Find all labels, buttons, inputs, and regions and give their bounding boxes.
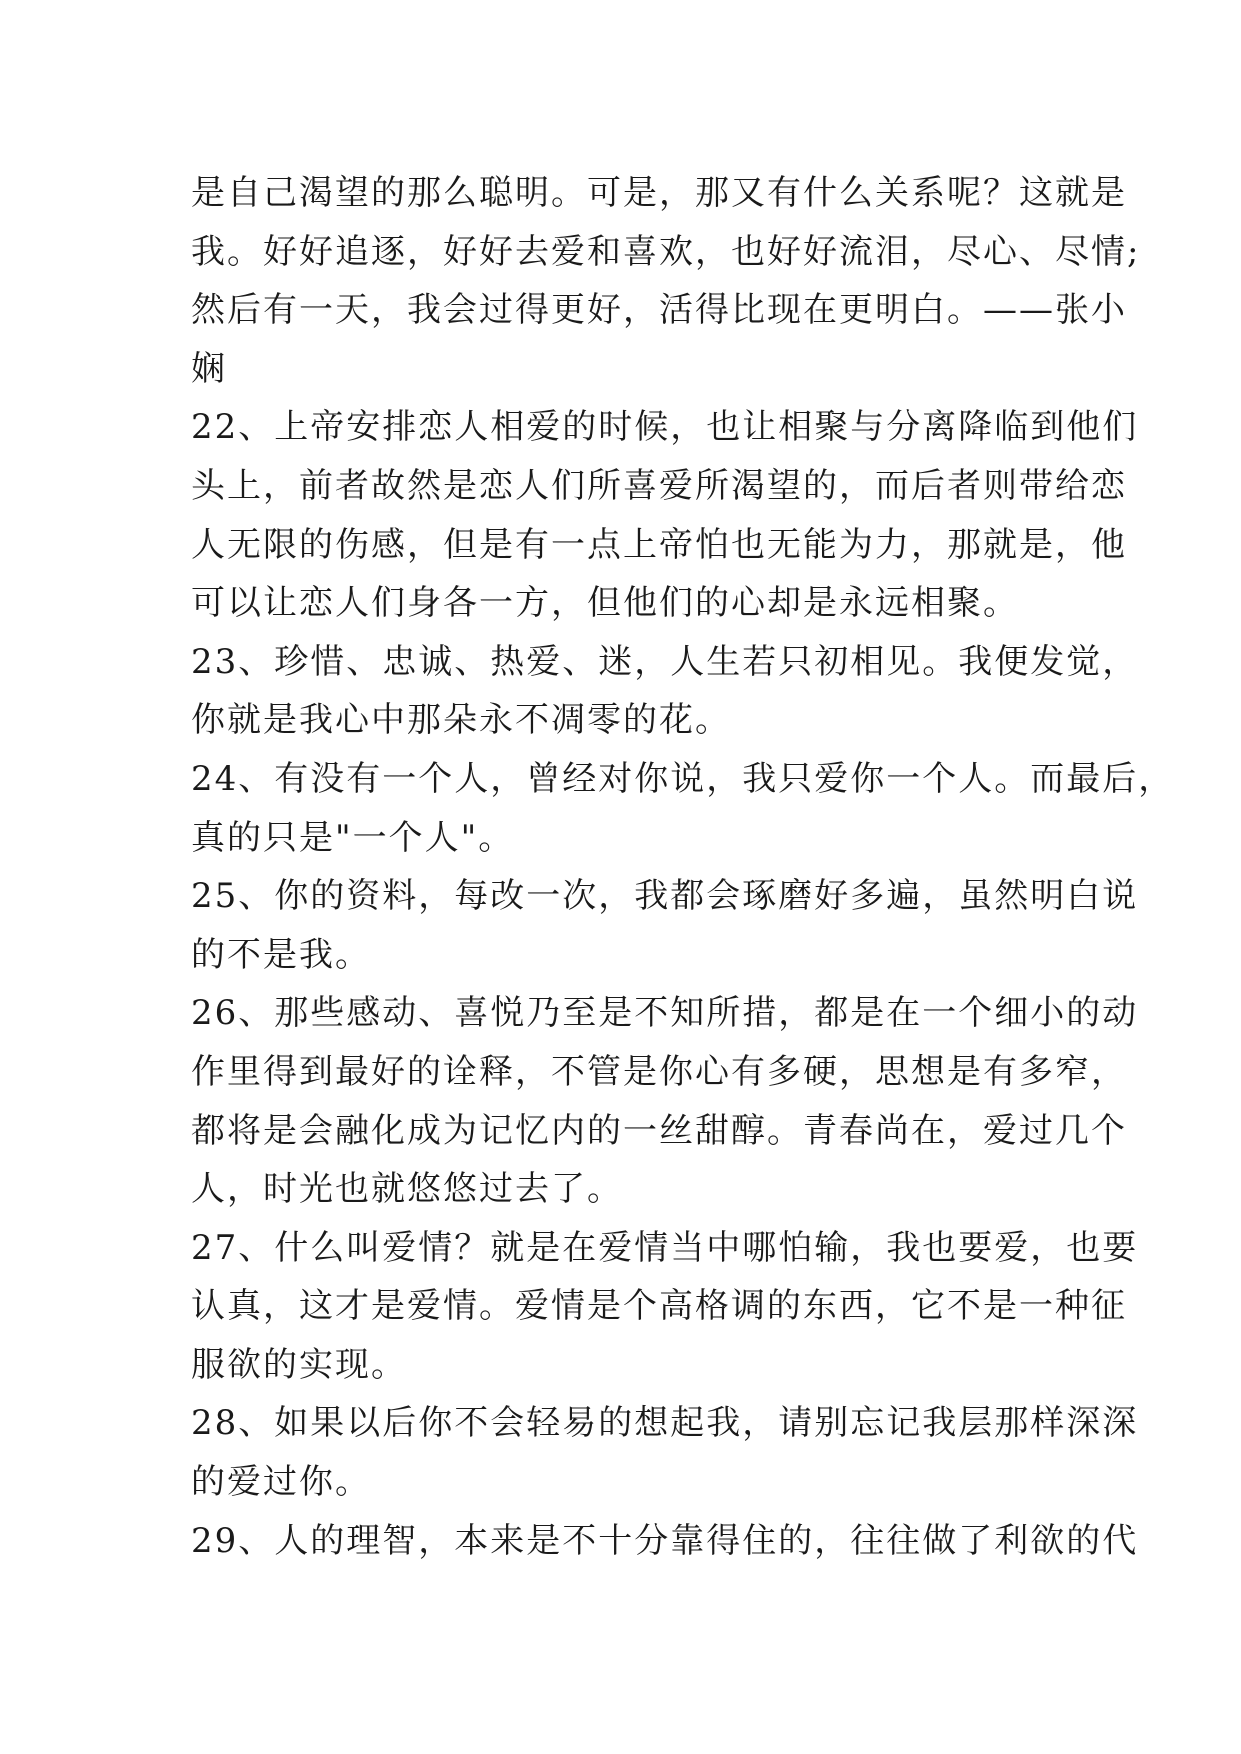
text-line: 娴 (191, 348, 227, 389)
text-line: 认真，这才是爱情。爱情是个高格调的东西，它不是一种征 (191, 1286, 1127, 1327)
text-line: 人无限的伤感，但是有一点上帝怕也无能为力，那就是，他 (191, 524, 1127, 565)
text-line: 23、珍惜、忠诚、热爱、迷，人生若只初相见。我便发觉， (191, 641, 1139, 682)
text-line: 25、你的资料，每改一次，我都会琢磨好多遍，虽然明白说 (191, 876, 1139, 917)
text-line: 头上，前者故然是恋人们所喜爱所渴望的，而后者则带给恋 (191, 465, 1127, 506)
text-line: 真的只是"一个人"。 (191, 817, 515, 858)
text-line: 服欲的实现。 (191, 1344, 407, 1385)
text-line: 是自己渴望的那么聪明。可是，那又有什么关系呢？这就是 (191, 173, 1127, 213)
text-line: 29、人的理智，本来是不十分靠得住的，往往做了利欲的代 (191, 1520, 1139, 1561)
text-line: 26、那些感动、喜悦乃至是不知所措，都是在一个细小的动 (191, 993, 1139, 1034)
document-body (191, 164, 1175, 1570)
text-line: 27、什么叫爱情？就是在爱情当中哪怕输，我也要爱，也要 (191, 1227, 1139, 1268)
text-line: 我。好好追逐，好好去爱和喜欢，也好好流泪，尽心、尽情; (191, 231, 1141, 272)
text-line: 28、如果以后你不会轻易的想起我，请别忘记我层那样深深 (191, 1403, 1139, 1444)
text-line: 22、上帝安排恋人相爱的时候，也让相聚与分离降临到他们 (191, 407, 1139, 448)
text-line: 然后有一天，我会过得更好，活得比现在更明白。——张小 (191, 290, 1127, 331)
text-line: 你就是我心中那朵永不凋零的花。 (191, 700, 731, 741)
text-line: 的爱过你。 (191, 1462, 371, 1503)
text-line: 24、有没有一个人，曾经对你说，我只爱你一个人。而最后， (191, 758, 1175, 799)
text-line: 可以让恋人们身各一方，但他们的心却是永远相聚。 (191, 583, 1019, 624)
text-line: 的不是我。 (191, 934, 371, 975)
text-line: 作里得到最好的诠释，不管是你心有多硬，思想是有多窄， (191, 1051, 1127, 1092)
text-line: 人，时光也就悠悠过去了。 (191, 1169, 623, 1210)
text-line: 都将是会融化成为记忆内的一丝甜醇。青春尚在，爱过几个 (191, 1110, 1127, 1151)
